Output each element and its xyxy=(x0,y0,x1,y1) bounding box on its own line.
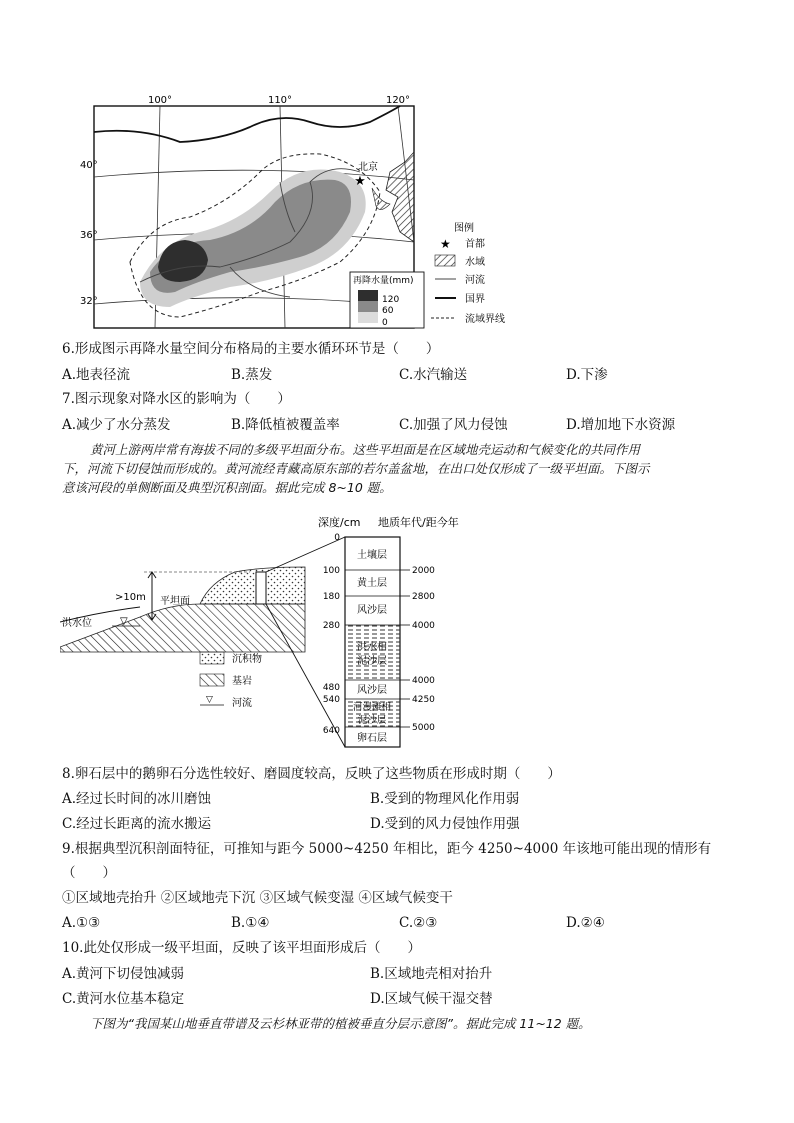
q7-option-d[interactable]: D.增加地下水资源 xyxy=(566,417,676,433)
age-tick: 4250 xyxy=(412,695,435,705)
age-header: 地质年代/距今年 xyxy=(378,516,459,529)
layer-label: 泥沙层 xyxy=(357,715,387,726)
q9-stem: 9.根据典型沉积剖面特征，可推知与距今 5000~4250 年相比，距今 4250~4000 年该地可能出现的情形有 xyxy=(62,841,712,857)
q7-stem: 7.图示现象对降水区的影响为（ ） xyxy=(62,391,291,407)
legend-label: 河流 xyxy=(232,698,252,709)
legend-label: 流域界线 xyxy=(465,314,505,325)
q10-option-a[interactable]: A.黄河下切侵蚀减弱 xyxy=(62,966,185,982)
q6-option-c[interactable]: C.水汽输送 xyxy=(399,367,468,383)
depth-tick: 100 xyxy=(322,566,340,576)
q10-stem: 10.此处仅形成一级平坦面，反映了该平坦面形成后（ ） xyxy=(62,940,421,956)
q8-option-d[interactable]: D.受到的风力侵蚀作用强 xyxy=(370,816,520,832)
bedrock-hatch-icon xyxy=(200,674,224,686)
q9-choices: ①区域地壳抬升 ②区域地壳下沉 ③区域气候变湿 ④区域气候变干 xyxy=(62,890,453,906)
rain-legend-swatch-mid xyxy=(358,301,378,312)
q9-option-c[interactable]: C.②③ xyxy=(399,915,438,931)
q8-option-c[interactable]: C.经过长距离的流水搬运 xyxy=(62,816,212,832)
city-label: 北京 xyxy=(358,162,378,173)
q9-option-b[interactable]: B.①④ xyxy=(231,915,270,931)
water-level-icon: ▽ xyxy=(120,616,128,627)
q8-option-a[interactable]: A.经过长时间的冰川磨蚀 xyxy=(62,791,212,807)
q6-option-b[interactable]: B.蒸发 xyxy=(231,367,273,383)
height-label: >10m xyxy=(115,592,146,603)
age-tick: 4000 xyxy=(412,621,435,631)
layer-label: 卵石层 xyxy=(357,733,387,744)
rain-legend-swatch-high xyxy=(358,290,378,301)
q10-option-b[interactable]: B.区域地壳相对抬升 xyxy=(370,966,493,982)
depth-tick: 280 xyxy=(322,621,340,631)
legend-label: 沉积物 xyxy=(232,654,262,665)
rain-legend-value: 0 xyxy=(382,318,388,328)
layer-label: 土壤层 xyxy=(357,550,387,561)
depth-tick: 180 xyxy=(322,592,340,602)
intro-8-10-line: 黄河上游两岸常有海拔不同的多级平坦面分布。这些平坦面是在区域地壳运动和气候变化的共同作用 xyxy=(90,442,641,457)
lat-label-32: 32° xyxy=(80,296,98,307)
lon-label-100: 100° xyxy=(147,95,173,106)
q10-option-c[interactable]: C.黄河水位基本稳定 xyxy=(62,991,185,1007)
q9-option-a[interactable]: A.①③ xyxy=(62,915,101,931)
legend-label: 基岩 xyxy=(232,676,252,687)
rain-legend-value: 60 xyxy=(382,306,394,316)
rain-legend-title: 再降水量(mm) xyxy=(353,276,414,286)
q6-option-d[interactable]: D.下渗 xyxy=(566,367,608,383)
depth-tick: 640 xyxy=(322,726,340,736)
lon-label-110: 110° xyxy=(267,95,293,106)
intro-8-10-line: 下，河流下切侵蚀而形成的。黄河流经青藏高原东部的若尔盖盆地，在出口处仅形成了一级平坦面。下图示 xyxy=(62,461,650,476)
depth-tick: 480 xyxy=(322,683,340,693)
depth-header: 深度/cm xyxy=(318,516,361,529)
q8-stem: 8.卵石层中的鹅卵石分选性较好、磨圆度较高，反映了这些物质在形成时期（ ） xyxy=(62,766,561,782)
lat-label-36: 36° xyxy=(80,230,98,241)
legend-label: 河流 xyxy=(465,275,485,286)
age-tick: 2800 xyxy=(412,592,435,602)
legend-label: 首都 xyxy=(465,239,485,250)
layer-label: 黄土层 xyxy=(357,578,387,589)
legend-label: 水域 xyxy=(465,257,485,268)
layer-label: 风沙层 xyxy=(357,685,387,696)
rain-legend-swatch-low xyxy=(358,312,378,323)
q10-option-d[interactable]: D.区域气候干湿交替 xyxy=(370,991,493,1007)
depth-tick: 540 xyxy=(322,695,340,705)
layer-label: 风沙层 xyxy=(357,605,387,616)
rain-legend-value: 120 xyxy=(382,295,400,305)
water-hatch-icon xyxy=(435,255,455,266)
flood-level-label: 洪水位 xyxy=(62,618,92,629)
river-symbol-icon: ▽ xyxy=(206,695,213,705)
legend-title: 图例 xyxy=(454,223,474,234)
q7-option-b[interactable]: B.降低植被覆盖率 xyxy=(231,417,340,433)
age-tick: 2000 xyxy=(412,566,435,576)
lon-label-120: 120° xyxy=(385,95,411,106)
q8-option-b[interactable]: B.受到的物理风化作用弱 xyxy=(370,791,520,807)
intro-11-12: 下图为“我国某山地垂直带谱及云杉林亚带的植被垂直分层示意图”。据此完成 11~12 题。 xyxy=(90,1016,591,1031)
age-tick: 4000 xyxy=(412,676,435,686)
intro-8-10-line: 意该河段的单侧断面及典型沉积剖面。据此完成 8~10 题。 xyxy=(62,480,392,495)
star-icon: ★ xyxy=(440,237,451,251)
flat-surface-label: 平坦面 xyxy=(160,596,190,607)
q6-stem: 6.形成图示再降水量空间分布格局的主要水循环环节是（ ） xyxy=(62,341,440,357)
legend-label: 国界 xyxy=(465,294,485,305)
depth-tick: 0 xyxy=(334,533,340,543)
q9-option-d[interactable]: D.②④ xyxy=(566,915,605,931)
sediment-dots-icon xyxy=(200,652,224,664)
layer-label: 河漫滩相 xyxy=(352,702,392,713)
q7-option-c[interactable]: C.加强了风力侵蚀 xyxy=(399,417,508,433)
capital-star-icon: ★ xyxy=(354,174,366,189)
river-section-diagram xyxy=(60,512,480,757)
q9-stem-bracket: （ ） xyxy=(62,865,116,881)
layer-label: 泥沙层 xyxy=(357,656,387,667)
layer-label: 洪水相 xyxy=(357,642,387,653)
q7-option-a[interactable]: A.减少了水分蒸发 xyxy=(62,417,171,433)
age-tick: 5000 xyxy=(412,723,435,733)
q6-option-a[interactable]: A.地表径流 xyxy=(62,367,131,383)
lat-label-40: 40° xyxy=(80,160,98,171)
rainfall-map xyxy=(80,92,520,332)
